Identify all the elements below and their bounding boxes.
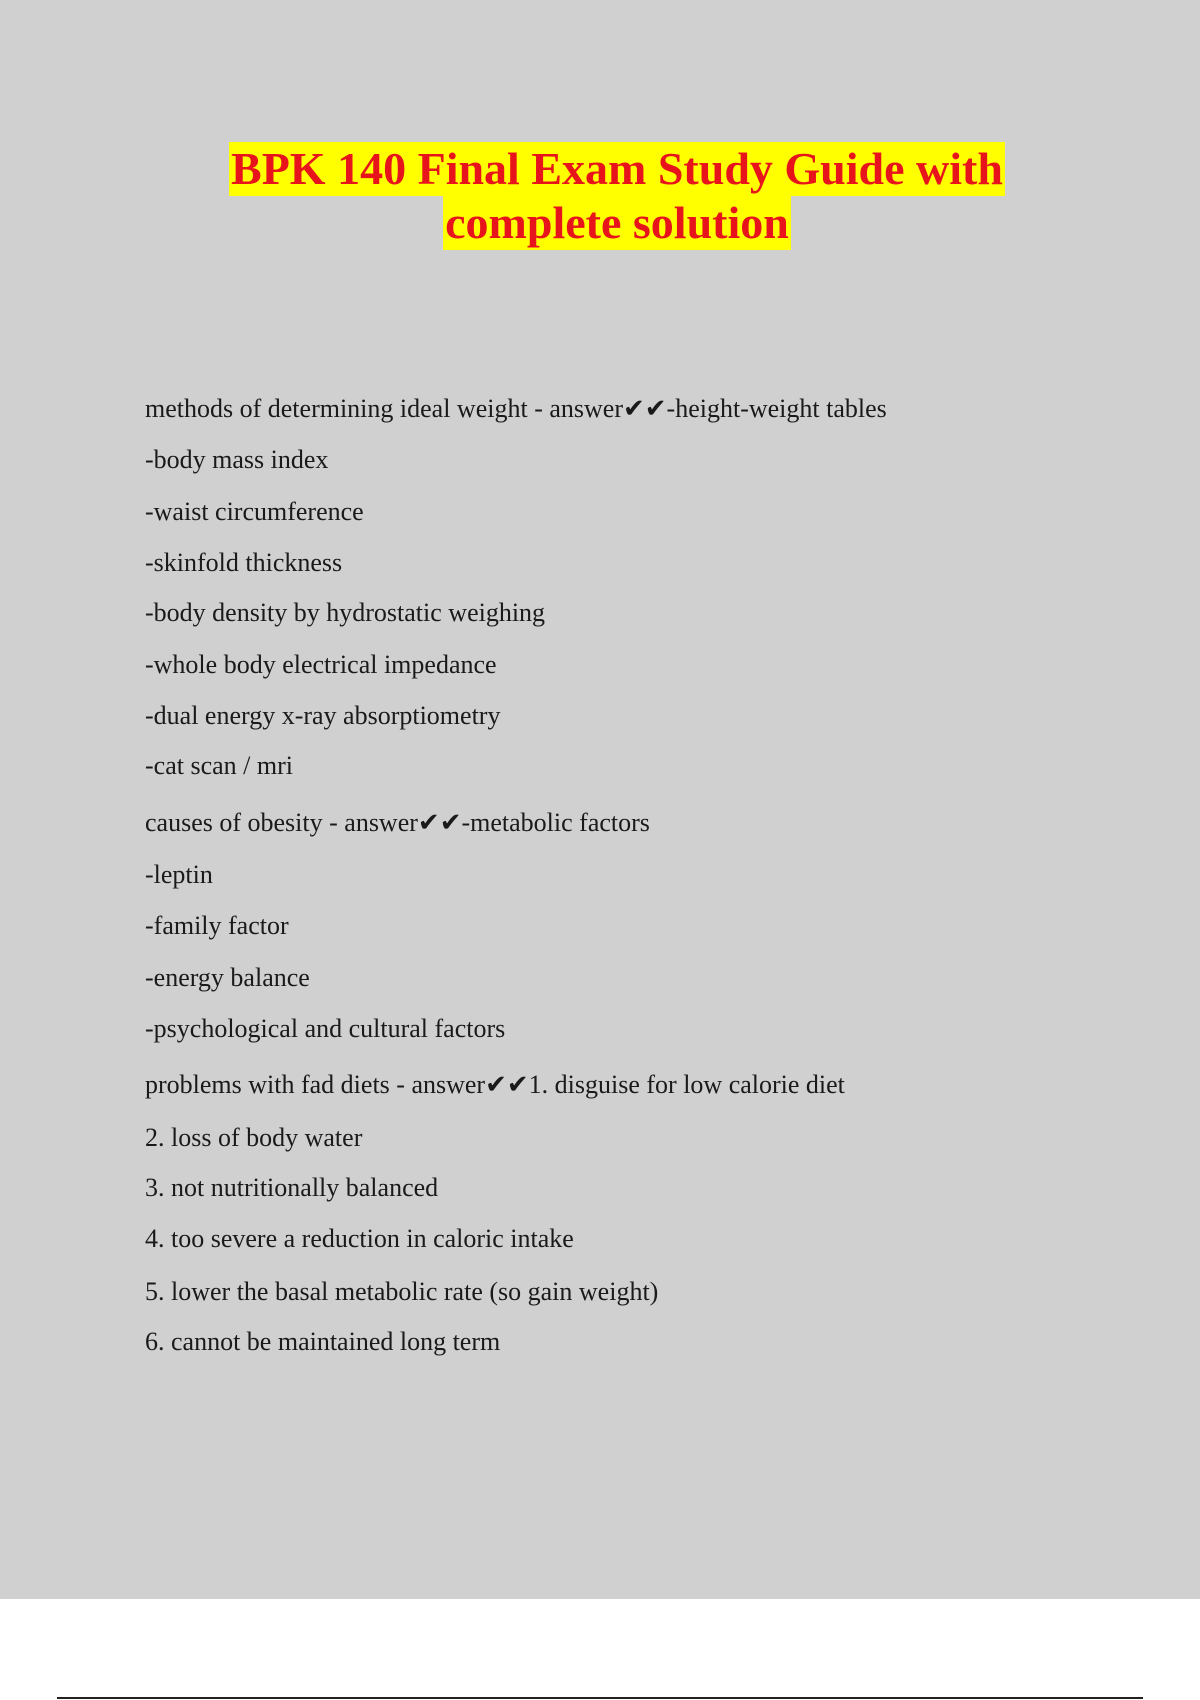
list-item: -body density by hydrostatic weighing	[145, 598, 546, 627]
page-title	[0, 142, 1200, 250]
list-item: -body mass index	[145, 445, 329, 474]
list-item: -leptin	[145, 860, 213, 889]
question-causes-of-obesity: causes of obesity - answer✔✔-metabolic factors	[145, 808, 650, 837]
list-item: -cat scan / mri	[145, 751, 293, 780]
list-item: -family factor	[145, 911, 289, 940]
list-item: -skinfold thickness	[145, 548, 343, 577]
list-item: -energy balance	[145, 963, 310, 992]
question-ideal-weight: methods of determining ideal weight - answer✔✔-height-weight tables	[145, 394, 887, 423]
list-item: 3. not nutritionally balanced	[145, 1173, 439, 1202]
list-item: -psychological and cultural factors	[145, 1014, 506, 1043]
list-item: 6. cannot be maintained long term	[145, 1327, 501, 1356]
list-item: -whole body electrical impedance	[145, 650, 497, 679]
title-line-1: BPK 140 Final Exam Study Guide with	[231, 143, 1003, 194]
footer-divider	[57, 1697, 1143, 1699]
title-line-2: complete solution	[445, 197, 789, 248]
list-item: -waist circumference	[145, 497, 364, 526]
list-item: 5. lower the basal metabolic rate (so gain weight)	[145, 1277, 659, 1306]
question-fad-diets: problems with fad diets - answer✔✔1. disguise for low calorie diet	[145, 1070, 845, 1099]
list-item: -dual energy x-ray absorptiometry	[145, 701, 501, 730]
list-item: 4. too severe a reduction in caloric intake	[145, 1224, 574, 1253]
list-item: 2. loss of body water	[145, 1123, 363, 1152]
